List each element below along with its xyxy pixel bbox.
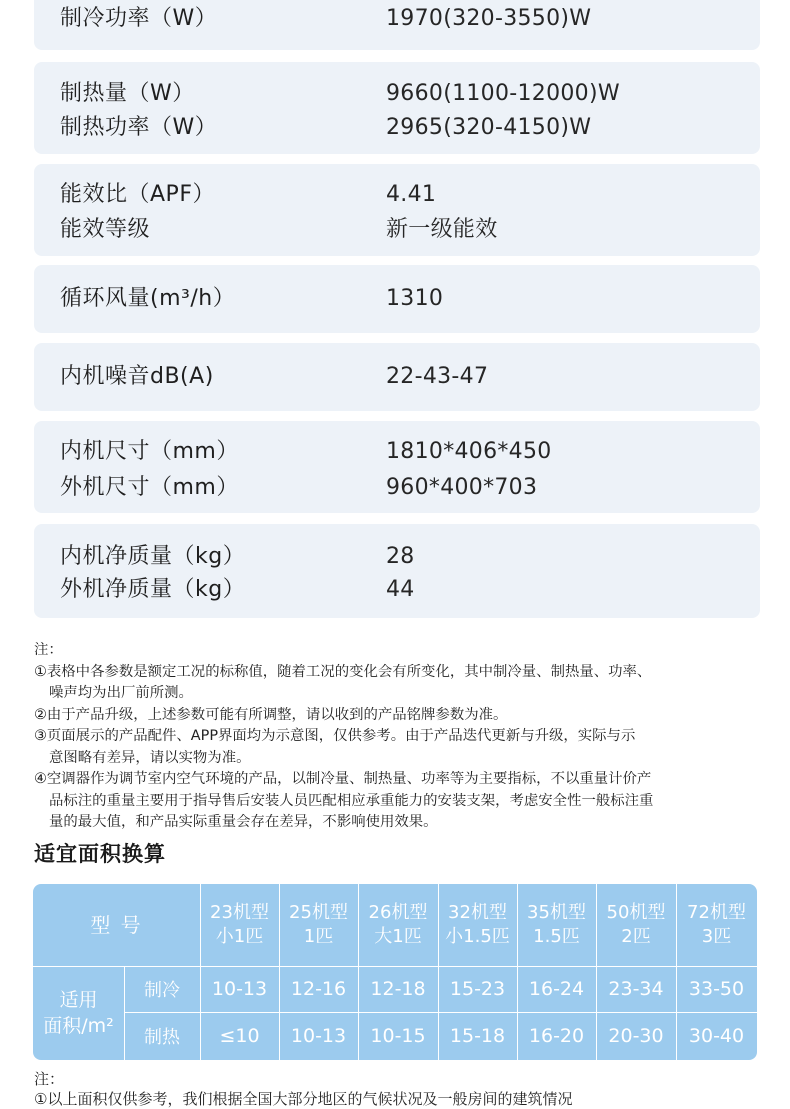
cooling-area-cell (676, 966, 757, 1012)
spec-card-efficiency (34, 164, 760, 256)
model-header-cell (438, 884, 517, 966)
note-line: 品标注的重量主要用于指导售后安装人员匹配相应承重能力的安装支架，考虑安全性一般标注重 (49, 792, 654, 809)
heating-area-cell (279, 1012, 358, 1060)
heating-area-value: 20-30 (608, 1025, 664, 1047)
model-hp: 1匹 (303, 926, 334, 947)
model-name: 26机型 (368, 902, 428, 923)
spec-label: 内机净质量（kg） (60, 544, 246, 569)
spec-label: 能效比（APF） (60, 182, 215, 207)
spec-card-weight (34, 524, 760, 618)
model-hp: 3匹 (701, 926, 732, 947)
spec-row (34, 471, 760, 505)
note-line: ①表格中各参数是额定工况的标称值，随着工况的变化会有所变化，其中制冷量、制热量、功率、 (34, 663, 652, 680)
cooling-label-cell (124, 966, 200, 1012)
spec-value: 960*400*703 (386, 475, 538, 500)
cooling-area-value: 10-13 (211, 978, 268, 1000)
cooling-area-cell (200, 966, 279, 1012)
model-header-cell (358, 884, 438, 966)
cooling-area-cell (517, 966, 596, 1012)
model-hp: 大1匹 (374, 926, 422, 947)
spec-value: 28 (386, 544, 415, 569)
cooling-area-value: 16-24 (528, 978, 585, 1000)
spec-label: 能效等级 (60, 217, 151, 242)
area-section-title: 适宜面积换算 (34, 842, 166, 866)
area-table (33, 884, 757, 1060)
model-name: 25机型 (289, 902, 348, 923)
spec-row (34, 111, 760, 145)
type-header-cell (33, 884, 200, 966)
spec-row (34, 435, 760, 469)
note-line: 噪声均为出厂前所测。 (49, 685, 193, 701)
heating-area-value: 30-40 (688, 1025, 745, 1047)
heating-label: 制热 (144, 1027, 180, 1048)
cooling-label: 制冷 (144, 980, 180, 1001)
model-name: 50机型 (606, 902, 666, 923)
spec-row (34, 360, 760, 394)
bottom-notes-title: 注： (34, 1070, 65, 1088)
cooling-area-value: 12-18 (370, 978, 426, 1000)
cooling-area-cell (358, 966, 438, 1012)
heating-label-cell (124, 1012, 200, 1060)
spec-row (34, 213, 760, 247)
model-hp: 小1.5匹 (445, 926, 510, 947)
model-hp: 小1匹 (215, 926, 264, 947)
note-line: 意图略有差异，请以实物为准。 (49, 749, 251, 766)
spec-value: 1310 (386, 286, 444, 311)
model-header-cell (596, 884, 676, 966)
cooling-area-cell (438, 966, 517, 1012)
spec-card-airflow (34, 265, 760, 333)
cooling-area-value: 33-50 (688, 978, 745, 1000)
spec-value: 44 (386, 577, 415, 602)
spec-label: 循环风量(m³/h） (60, 286, 236, 311)
spec-value: 9660(1100-12000)W (386, 81, 620, 106)
type-header-label: 型 号 (90, 913, 143, 937)
spec-value: 22-43-47 (386, 364, 489, 389)
model-header-cell (676, 884, 757, 966)
heating-area-cell (358, 1012, 438, 1060)
spec-card-dimensions (34, 421, 760, 513)
spec-value: 1810*406*450 (386, 439, 552, 464)
heating-area-cell (438, 1012, 517, 1060)
model-header-cell (279, 884, 358, 966)
notes-title: 注： (34, 642, 63, 658)
spec-value: 2965(320-4150)W (386, 115, 592, 140)
heating-area-cell (596, 1012, 676, 1060)
model-name: 32机型 (448, 902, 507, 923)
cooling-area-value: 23-34 (608, 978, 664, 1000)
spec-card-heating (34, 62, 760, 154)
spec-card-cooling-power (34, 0, 760, 50)
cooling-area-value: 15-23 (449, 978, 506, 1000)
note-line: 量的最大值，和产品实际重量会存在差异，不影响使用效果。 (49, 814, 438, 830)
heating-area-value: 10-15 (370, 1025, 426, 1047)
applicable-label-line2: 面积/m² (43, 1015, 114, 1037)
spec-value: 4.41 (386, 182, 437, 207)
spec-row (34, 2, 760, 36)
model-header-cell (200, 884, 279, 966)
spec-label: 制冷功率（W） (60, 6, 218, 31)
heating-area-value: 15-18 (449, 1025, 506, 1047)
spec-value: 新一级能效 (386, 217, 498, 242)
spec-row (34, 540, 760, 574)
cooling-area-value: 12-16 (290, 978, 347, 1000)
heating-area-cell (676, 1012, 757, 1060)
spec-row (34, 573, 760, 607)
model-hp: 1.5匹 (533, 926, 580, 947)
spec-label: 外机净质量（kg） (60, 577, 246, 602)
heating-area-cell (200, 1012, 279, 1060)
spec-label: 内机尺寸（mm） (60, 439, 239, 464)
note-line: ④空调器作为调节室内空气环境的产品，以制冷量、制热量、功率等为主要指标，不以重量计价产 (34, 771, 652, 787)
heating-area-value: ≤10 (219, 1025, 260, 1047)
note-line: ②由于产品升级，上述参数可能有所调整，请以收到的产品铭牌参数为准。 (34, 706, 508, 723)
spec-label: 外机尺寸（mm） (60, 475, 239, 500)
heating-area-value: 10-13 (290, 1025, 347, 1047)
heating-area-value: 16-20 (528, 1025, 585, 1047)
spec-label: 内机噪音dB(A) (60, 364, 214, 389)
spec-row (34, 77, 760, 111)
applicable-label-line1: 适用 (59, 989, 98, 1011)
model-hp: 2匹 (621, 926, 651, 947)
cooling-area-cell (279, 966, 358, 1012)
spec-label: 制热量（W） (60, 81, 195, 106)
spec-value: 1970(320-3550)W (386, 6, 592, 31)
spec-card-noise (34, 343, 760, 411)
model-name: 72机型 (687, 902, 746, 923)
model-header-cell (517, 884, 596, 966)
spec-row (34, 282, 760, 316)
notes-block (34, 640, 734, 834)
model-name: 23机型 (210, 902, 269, 923)
cooling-area-cell (596, 966, 676, 1012)
bottom-note-line: ①以上面积仅供参考，我们根据全国大部分地区的气候状况及一般房间的建筑情况 (34, 1090, 573, 1108)
spec-label: 制热功率（W） (60, 115, 218, 140)
note-line: ③页面展示的产品配件、APP界面均为示意图，仅供参考。由于产品迭代更新与升级，实际与示 (34, 728, 636, 744)
spec-row (34, 178, 760, 212)
model-name: 35机型 (527, 902, 586, 923)
applicable-area-cell (33, 966, 124, 1060)
heating-area-cell (517, 1012, 596, 1060)
